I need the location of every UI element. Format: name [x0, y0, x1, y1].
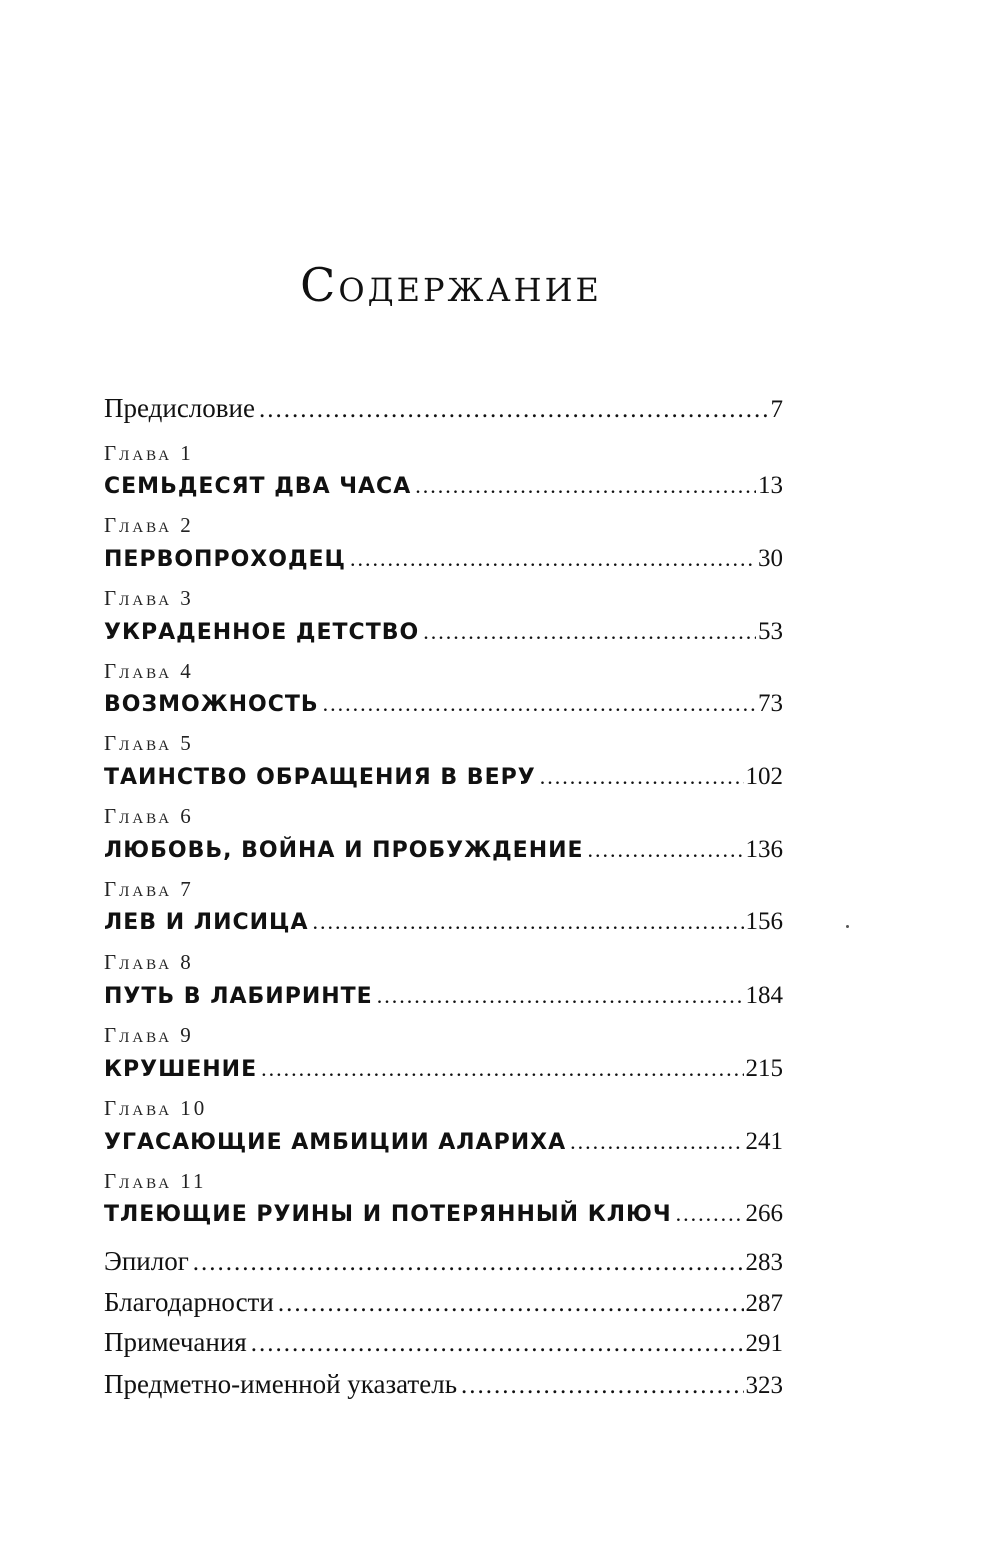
- dot-leader: [312, 909, 743, 935]
- entry-label: Благодарности: [104, 1287, 274, 1317]
- toc-entry-preface[interactable]: [104, 393, 783, 424]
- page-number: 266: [745, 1200, 783, 1227]
- toc-entry-acknowledgements[interactable]: [104, 1287, 783, 1318]
- chapter-title: ТЛЕЮЩИЕ РУИНЫ И ПОТЕРЯННЫЙ КЛЮЧ: [104, 1202, 672, 1227]
- toc-entry-epilogue[interactable]: [104, 1246, 783, 1277]
- toc-entry-chapter-4[interactable]: [104, 690, 783, 718]
- page-number: 102: [745, 763, 783, 790]
- chapter-number: Глава 3: [104, 586, 194, 610]
- dot-leader: [350, 546, 756, 572]
- page-number: 136: [745, 836, 783, 863]
- chapter-number: Глава 8: [104, 950, 194, 974]
- toc-entry-chapter-2[interactable]: [104, 545, 783, 573]
- page-title: Содержание: [300, 258, 602, 312]
- entry-label: Примечания: [104, 1327, 247, 1357]
- dot-leader: [323, 691, 756, 717]
- dot-leader: [570, 1129, 743, 1155]
- toc-entry-chapter-6[interactable]: [104, 836, 783, 864]
- chapter-number: Глава 9: [104, 1023, 194, 1047]
- toc-entry-chapter-3[interactable]: [104, 618, 783, 646]
- page-number: 291: [745, 1330, 783, 1357]
- page-number: 30: [758, 545, 783, 572]
- page-number: 184: [745, 982, 783, 1009]
- dot-leader: [259, 396, 769, 424]
- page-number: 73: [758, 690, 783, 717]
- dot-leader: [193, 1249, 744, 1277]
- chapter-title: ПУТЬ В ЛАБИРИНТЕ: [104, 984, 373, 1009]
- toc-entry-index[interactable]: [104, 1369, 783, 1400]
- page-number: 156: [745, 908, 783, 935]
- page-number: 215: [745, 1055, 783, 1082]
- page-number: 241: [745, 1128, 783, 1155]
- dot-leader: [423, 619, 756, 645]
- chapter-number: Глава 11: [104, 1169, 207, 1193]
- toc-entry-chapter-5[interactable]: [104, 763, 783, 791]
- entry-label: Эпилог: [104, 1246, 189, 1276]
- toc-entry-chapter-8[interactable]: [104, 982, 783, 1010]
- toc-entry-chapter-10[interactable]: [104, 1128, 783, 1156]
- toc-entry-chapter-1[interactable]: [104, 472, 783, 500]
- dot-leader: [278, 1290, 744, 1318]
- dot-leader: [377, 983, 744, 1009]
- toc-entry-chapter-9[interactable]: [104, 1055, 783, 1083]
- dot-leader: [261, 1056, 743, 1082]
- dot-leader: [676, 1201, 744, 1227]
- dot-leader: [588, 837, 744, 863]
- toc-entry-notes[interactable]: [104, 1327, 783, 1358]
- chapter-number: Глава 6: [104, 804, 194, 828]
- chapter-title: ВОЗМОЖНОСТЬ: [104, 692, 319, 717]
- chapter-title: СЕМЬДЕСЯТ ДВА ЧАСА: [104, 474, 412, 499]
- page-number: 13: [758, 472, 783, 499]
- dot-leader: [461, 1372, 743, 1400]
- entry-label: Предметно-именной указатель: [104, 1369, 458, 1399]
- chapter-title: ПЕРВОПРОХОДЕЦ: [104, 547, 346, 572]
- dot-leader: [251, 1330, 744, 1358]
- chapter-number: Глава 4: [104, 659, 194, 683]
- page-number: 323: [745, 1372, 783, 1399]
- page-number: 283: [745, 1249, 783, 1276]
- page-number: 287: [745, 1290, 783, 1317]
- toc-entry-chapter-11[interactable]: [104, 1200, 783, 1228]
- page-number: 53: [758, 618, 783, 645]
- chapter-title: КРУШЕНИЕ: [104, 1057, 258, 1082]
- chapter-title: ЛЕВ И ЛИСИЦА: [104, 910, 309, 935]
- dot-leader: [415, 473, 756, 499]
- chapter-number: Глава 10: [104, 1096, 208, 1120]
- chapter-title: УГАСАЮЩИЕ АМБИЦИИ АЛАРИХА: [104, 1130, 567, 1155]
- scan-speck: [846, 925, 849, 928]
- chapter-title: ЛЮБОВЬ, ВОЙНА И ПРОБУЖДЕНИЕ: [104, 838, 584, 863]
- toc-entry-chapter-7[interactable]: [104, 908, 783, 936]
- entry-label: Предисловие: [104, 393, 255, 423]
- chapter-number: Глава 1: [104, 441, 194, 465]
- chapter-title: УКРАДЕННОЕ ДЕТСТВО: [104, 620, 420, 645]
- page-number: 7: [770, 396, 783, 423]
- chapter-number: Глава 7: [104, 877, 194, 901]
- chapter-number: Глава 2: [104, 513, 194, 537]
- chapter-number: Глава 5: [104, 731, 194, 755]
- dot-leader: [540, 764, 744, 790]
- chapter-title: ТАИНСТВО ОБРАЩЕНИЯ В ВЕРУ: [104, 765, 536, 790]
